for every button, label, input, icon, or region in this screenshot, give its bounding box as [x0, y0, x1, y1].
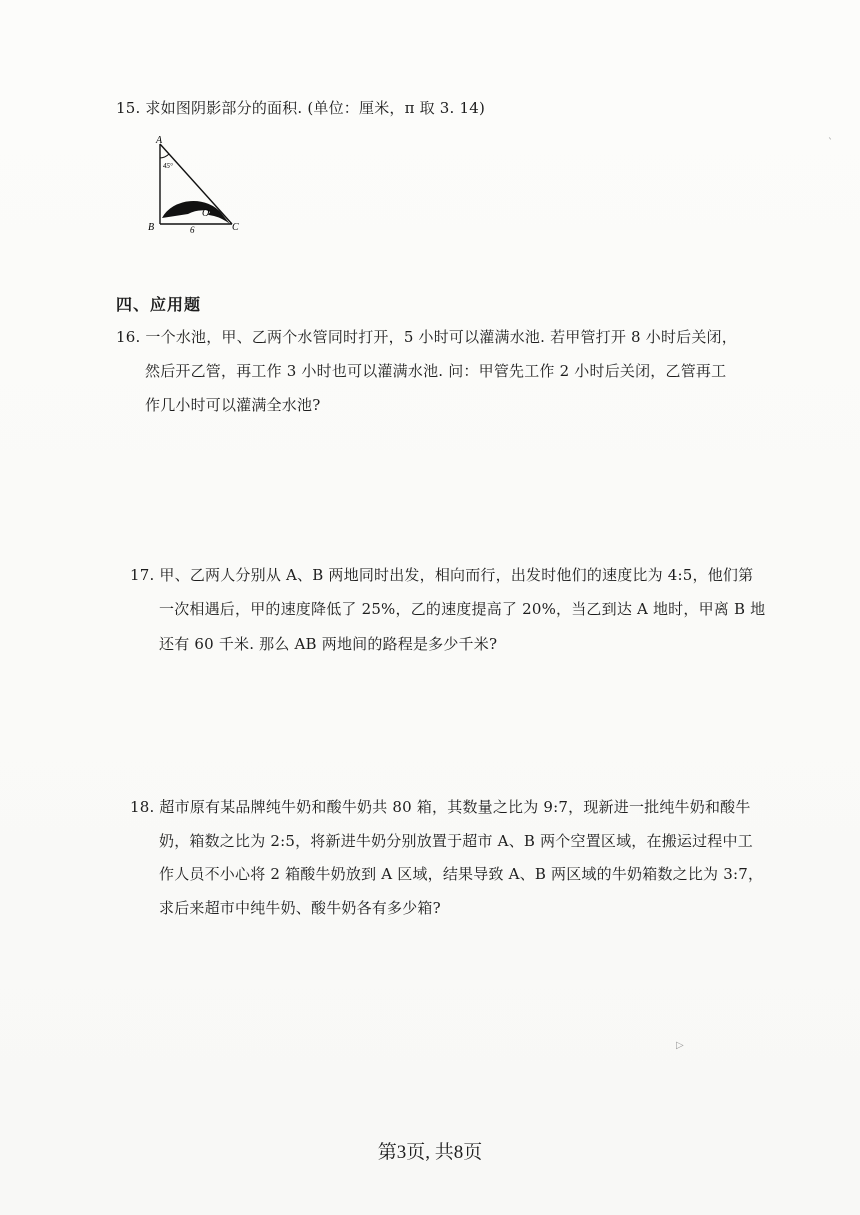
scan-speck: ▷: [676, 1040, 684, 1051]
label-angle: 45°: [163, 162, 173, 170]
question-16-line-1: 16. 一个水池，甲、乙两个水管同时打开，5 小时可以灌满水池. 若甲管打开 8 小时后关闭，: [116, 328, 737, 346]
section-title-application: 四、应用题: [116, 295, 202, 314]
question-18-line-4: 求后来超市中纯牛奶、酸牛奶各有多少箱?: [159, 899, 441, 917]
label-b: B: [148, 222, 155, 233]
label-a: A: [156, 135, 163, 146]
label-c: C: [232, 222, 239, 233]
label-o: O: [202, 208, 210, 219]
angle-arc: [160, 154, 169, 158]
question-18-line-1: 18. 超市原有某品牌纯牛奶和酸牛奶共 80 箱，其数量之比为 9:7，现新进一批纯牛奶和酸牛: [130, 798, 751, 816]
question-17-line-1: 17. 甲、乙两人分别从 A、B 两地同时出发，相向而行，出发时他们的速度比为 4:5，他们第: [130, 566, 754, 584]
question-17-line-2: 一次相遇后，甲的速度降低了 25%，乙的速度提高了 20%，当乙到达 A 地时，甲离 B 地: [159, 600, 766, 618]
question-16-line-2: 然后开乙管，再工作 3 小时也可以灌满水池. 问：甲管先工作 2 小时后关闭，乙管再工: [145, 362, 727, 380]
question-18-line-3: 作人员不小心将 2 箱酸牛奶放到 A 区域，结果导致 A、B 两区域的牛奶箱数之比为 3:7，: [159, 865, 764, 883]
question-15-figure: [140, 134, 250, 238]
question-18-line-2: 奶，箱数之比为 2:5，将新进牛奶分别放置于超市 A、B 两个空置区域，在搬运过程中工: [159, 832, 753, 850]
question-16-line-3: 作几小时可以灌满全水池?: [145, 396, 321, 414]
scan-speck: `: [828, 138, 833, 149]
label-base-length: 6: [190, 225, 195, 234]
question-17-line-3: 还有 60 千米. 那么 AB 两地间的路程是多少千米?: [159, 635, 498, 653]
question-15-text: 15. 求如图阴影部分的面积. (单位：厘米，π 取 3. 14): [116, 99, 486, 117]
page-number: 第3页, 共8页: [377, 1142, 483, 1163]
geometry-diagram: [140, 134, 250, 234]
